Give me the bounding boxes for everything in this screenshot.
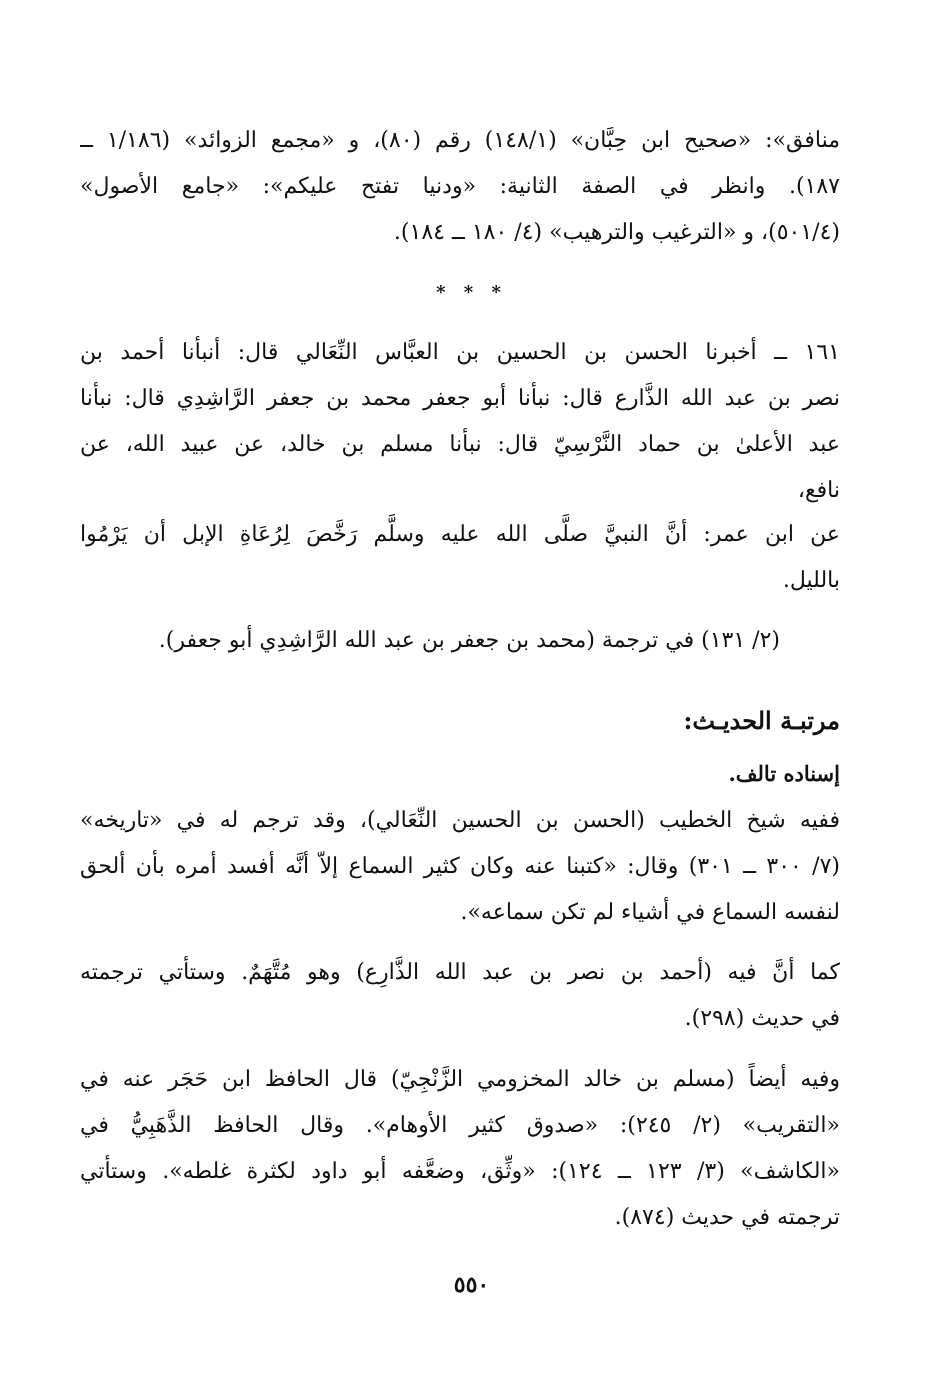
paragraph-line: ترجمته في حديث (٨٧٤). <box>614 1205 840 1230</box>
footnote-line: (٥٠١/٤)، و «الترغيب والترهيب» (٤/ ١٨٠ ــ ١٨٤). <box>393 220 840 245</box>
paragraph-line: لنفسه السماع في أشياء لم تكن سماعه». <box>460 900 840 925</box>
matn-line: عن ابن عمر: أنَّ النبيَّ صلَّى الله عليه وسلَّم رَخَّصَ لِرُعَاةِ الإبل أن يَرْمُوا <box>80 522 840 547</box>
paragraph-line: «الكاشف» (٣/ ١٢٣ ــ ١٢٤): «وثِّق، وضعَّفه أبو داود لكثرة غلطه». وستأتي <box>80 1159 840 1184</box>
grade-value: إسناده تالف. <box>728 761 840 786</box>
commentary-paragraph <box>80 950 840 1042</box>
section-separator: * * * <box>436 282 507 303</box>
paragraph-line: ففيه شيخ الخطيب (الحسن بن الحسين النِّعَالي)، وقد ترجم له في «تاريخه» <box>80 808 840 833</box>
matn-line: بالليل. <box>782 568 840 593</box>
footnote-line: منافق»: «صحيح ابن حِبَّان» (١٤٨/١) رقم (٨٠)، و «مجمع الزوائد» (١/١٨٦ ــ <box>80 128 840 153</box>
hadith-matn <box>80 512 840 604</box>
hadith-isnad <box>80 330 840 514</box>
isnad-line: ١٦١ ــ أخبرنا الحسن بن الحسين بن العبَّاس النِّعَالي قال: أنبأنا أحمد بن <box>80 340 840 365</box>
commentary-paragraph <box>80 798 840 936</box>
page-number: ٥٥٠ <box>453 1272 490 1298</box>
commentary-paragraph <box>80 1057 840 1241</box>
isnad-line: نافع، <box>797 478 840 503</box>
paragraph-line: كما أنَّ فيه (أحمد بن نصر بن عبد الله الذَّارِع) وهو مُتَّهَمٌ. وستأتي ترجمته <box>80 960 840 985</box>
footnote-line: ١٨٧). وانظر في الصفة الثانية: «ودنيا تفتح عليكم»: «جامع الأصول» <box>80 174 840 199</box>
paragraph-line: (٧/ ٣٠٠ ــ ٣٠١) وقال: «كتبنا عنه وكان كثير السماع إلاّ أنَّه أفسد أمره بأن ألحق <box>80 854 840 879</box>
paragraph-line: في حديث (٢٩٨). <box>684 1006 840 1031</box>
footnote-continuation <box>80 118 840 256</box>
paragraph-line: وفيه أيضاً (مسلم بن خالد المخزومي الزَّنْجِيّ) قال الحافظ ابن حَجَر عنه في <box>80 1067 840 1092</box>
paragraph-line: «التقريب» (٢/ ٢٤٥): «صدوق كثير الأوهام». وقال الحافظ الذَّهَبِيُّ في <box>80 1113 840 1138</box>
isnad-line: عبد الأعلىٰ بن حماد النَّرْسِيّ قال: نبأنا مسلم بن خالد، عن عبيد الله، عن <box>80 432 840 457</box>
hadith-source-reference: (٢/ ١٣١) في ترجمة (محمد بن جعفر بن عبد الله الرَّاشِدِي أبو جعفر). <box>158 628 780 653</box>
isnad-line: نصر بن عبد الله الذَّارع قال: نبأنا أبو جعفر محمد بن جعفر الرَّاشِدِي قال: نبأنا <box>80 386 840 411</box>
grade-heading: مرتبـة الحديـث: <box>683 706 840 735</box>
